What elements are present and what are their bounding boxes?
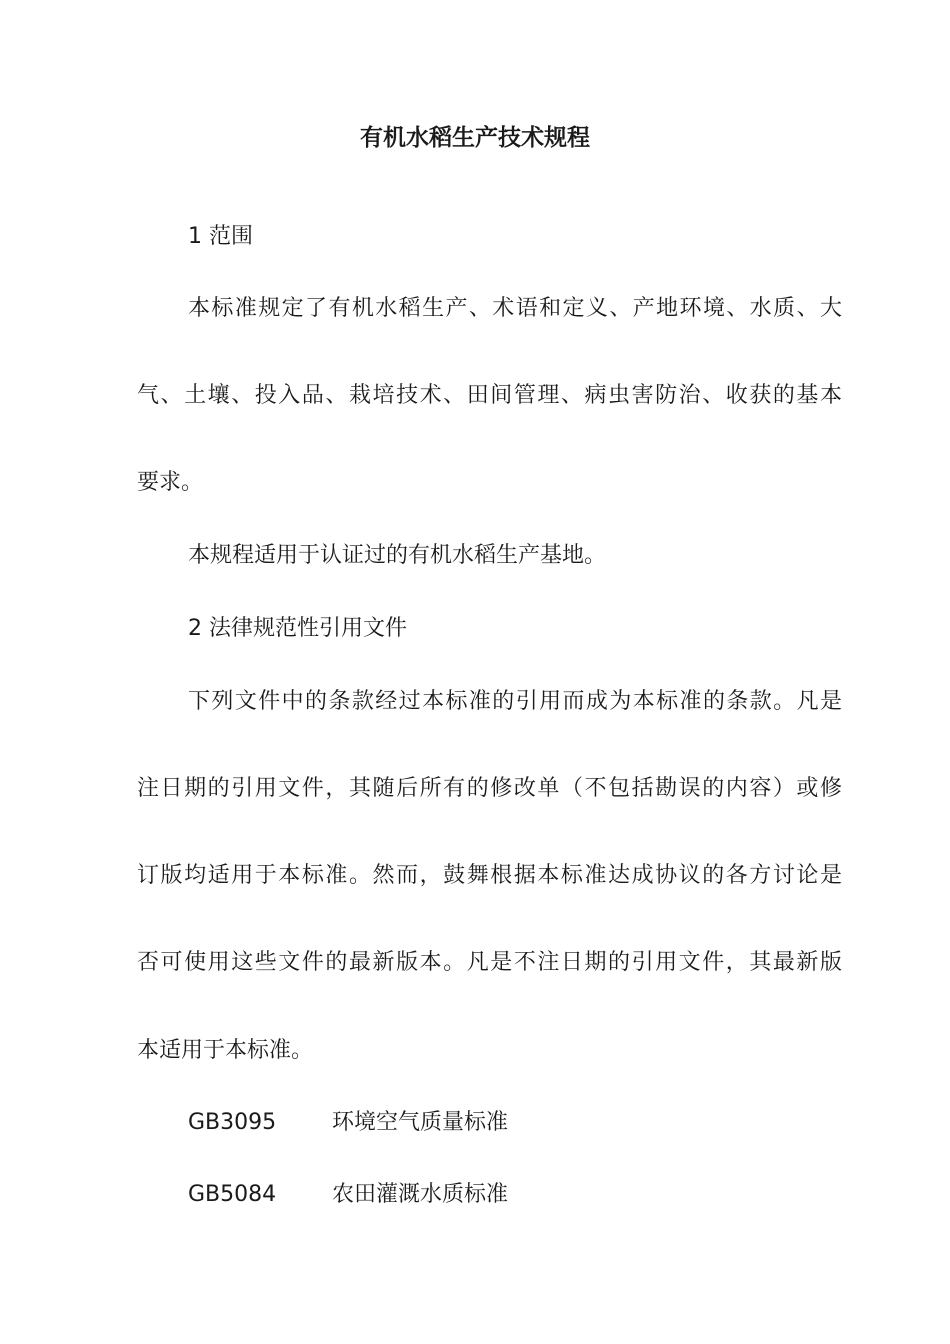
section-2-heading: 2 法律规范性引用文件 bbox=[188, 616, 407, 641]
reference-code: GB5084 bbox=[188, 1182, 277, 1207]
section-2-paragraph-1-line-4: 否可使用这些文件的最新版本。凡是不注日期的引用文件，其最新版 bbox=[137, 950, 842, 975]
document-title: 有机水稻生产技术规程 bbox=[360, 125, 590, 151]
reference-code: GB3095 bbox=[188, 1110, 277, 1135]
section-1-paragraph-1-line-1: 本标准规定了有机水稻生产、术语和定义、产地环境、水质、大 bbox=[188, 296, 842, 321]
reference-name: 环境空气质量标准 bbox=[332, 1110, 509, 1135]
section-1-paragraph-2: 本规程适用于认证过的有机水稻生产基地。 bbox=[188, 543, 607, 568]
section-2-paragraph-1-line-1: 下列文件中的条款经过本标准的引用而成为本标准的条款。凡是 bbox=[188, 689, 842, 714]
reference-name: 农田灌溉水质标准 bbox=[332, 1182, 509, 1207]
section-2-paragraph-1-line-5: 本适用于本标准。 bbox=[137, 1038, 314, 1063]
section-2-paragraph-1-line-3: 订版均适用于本标准。然而，鼓舞根据本标准达成协议的各方讨论是 bbox=[137, 863, 842, 888]
section-1-heading: 1 范围 bbox=[188, 224, 253, 249]
section-1-paragraph-1-line-3: 要求。 bbox=[137, 470, 204, 495]
section-1-paragraph-1-line-2: 气、土壤、投入品、栽培技术、田间管理、病虫害防治、收获的基本 bbox=[137, 383, 842, 408]
section-2-paragraph-1-line-2: 注日期的引用文件，其随后所有的修改单（不包括勘误的内容）或修 bbox=[137, 776, 842, 801]
